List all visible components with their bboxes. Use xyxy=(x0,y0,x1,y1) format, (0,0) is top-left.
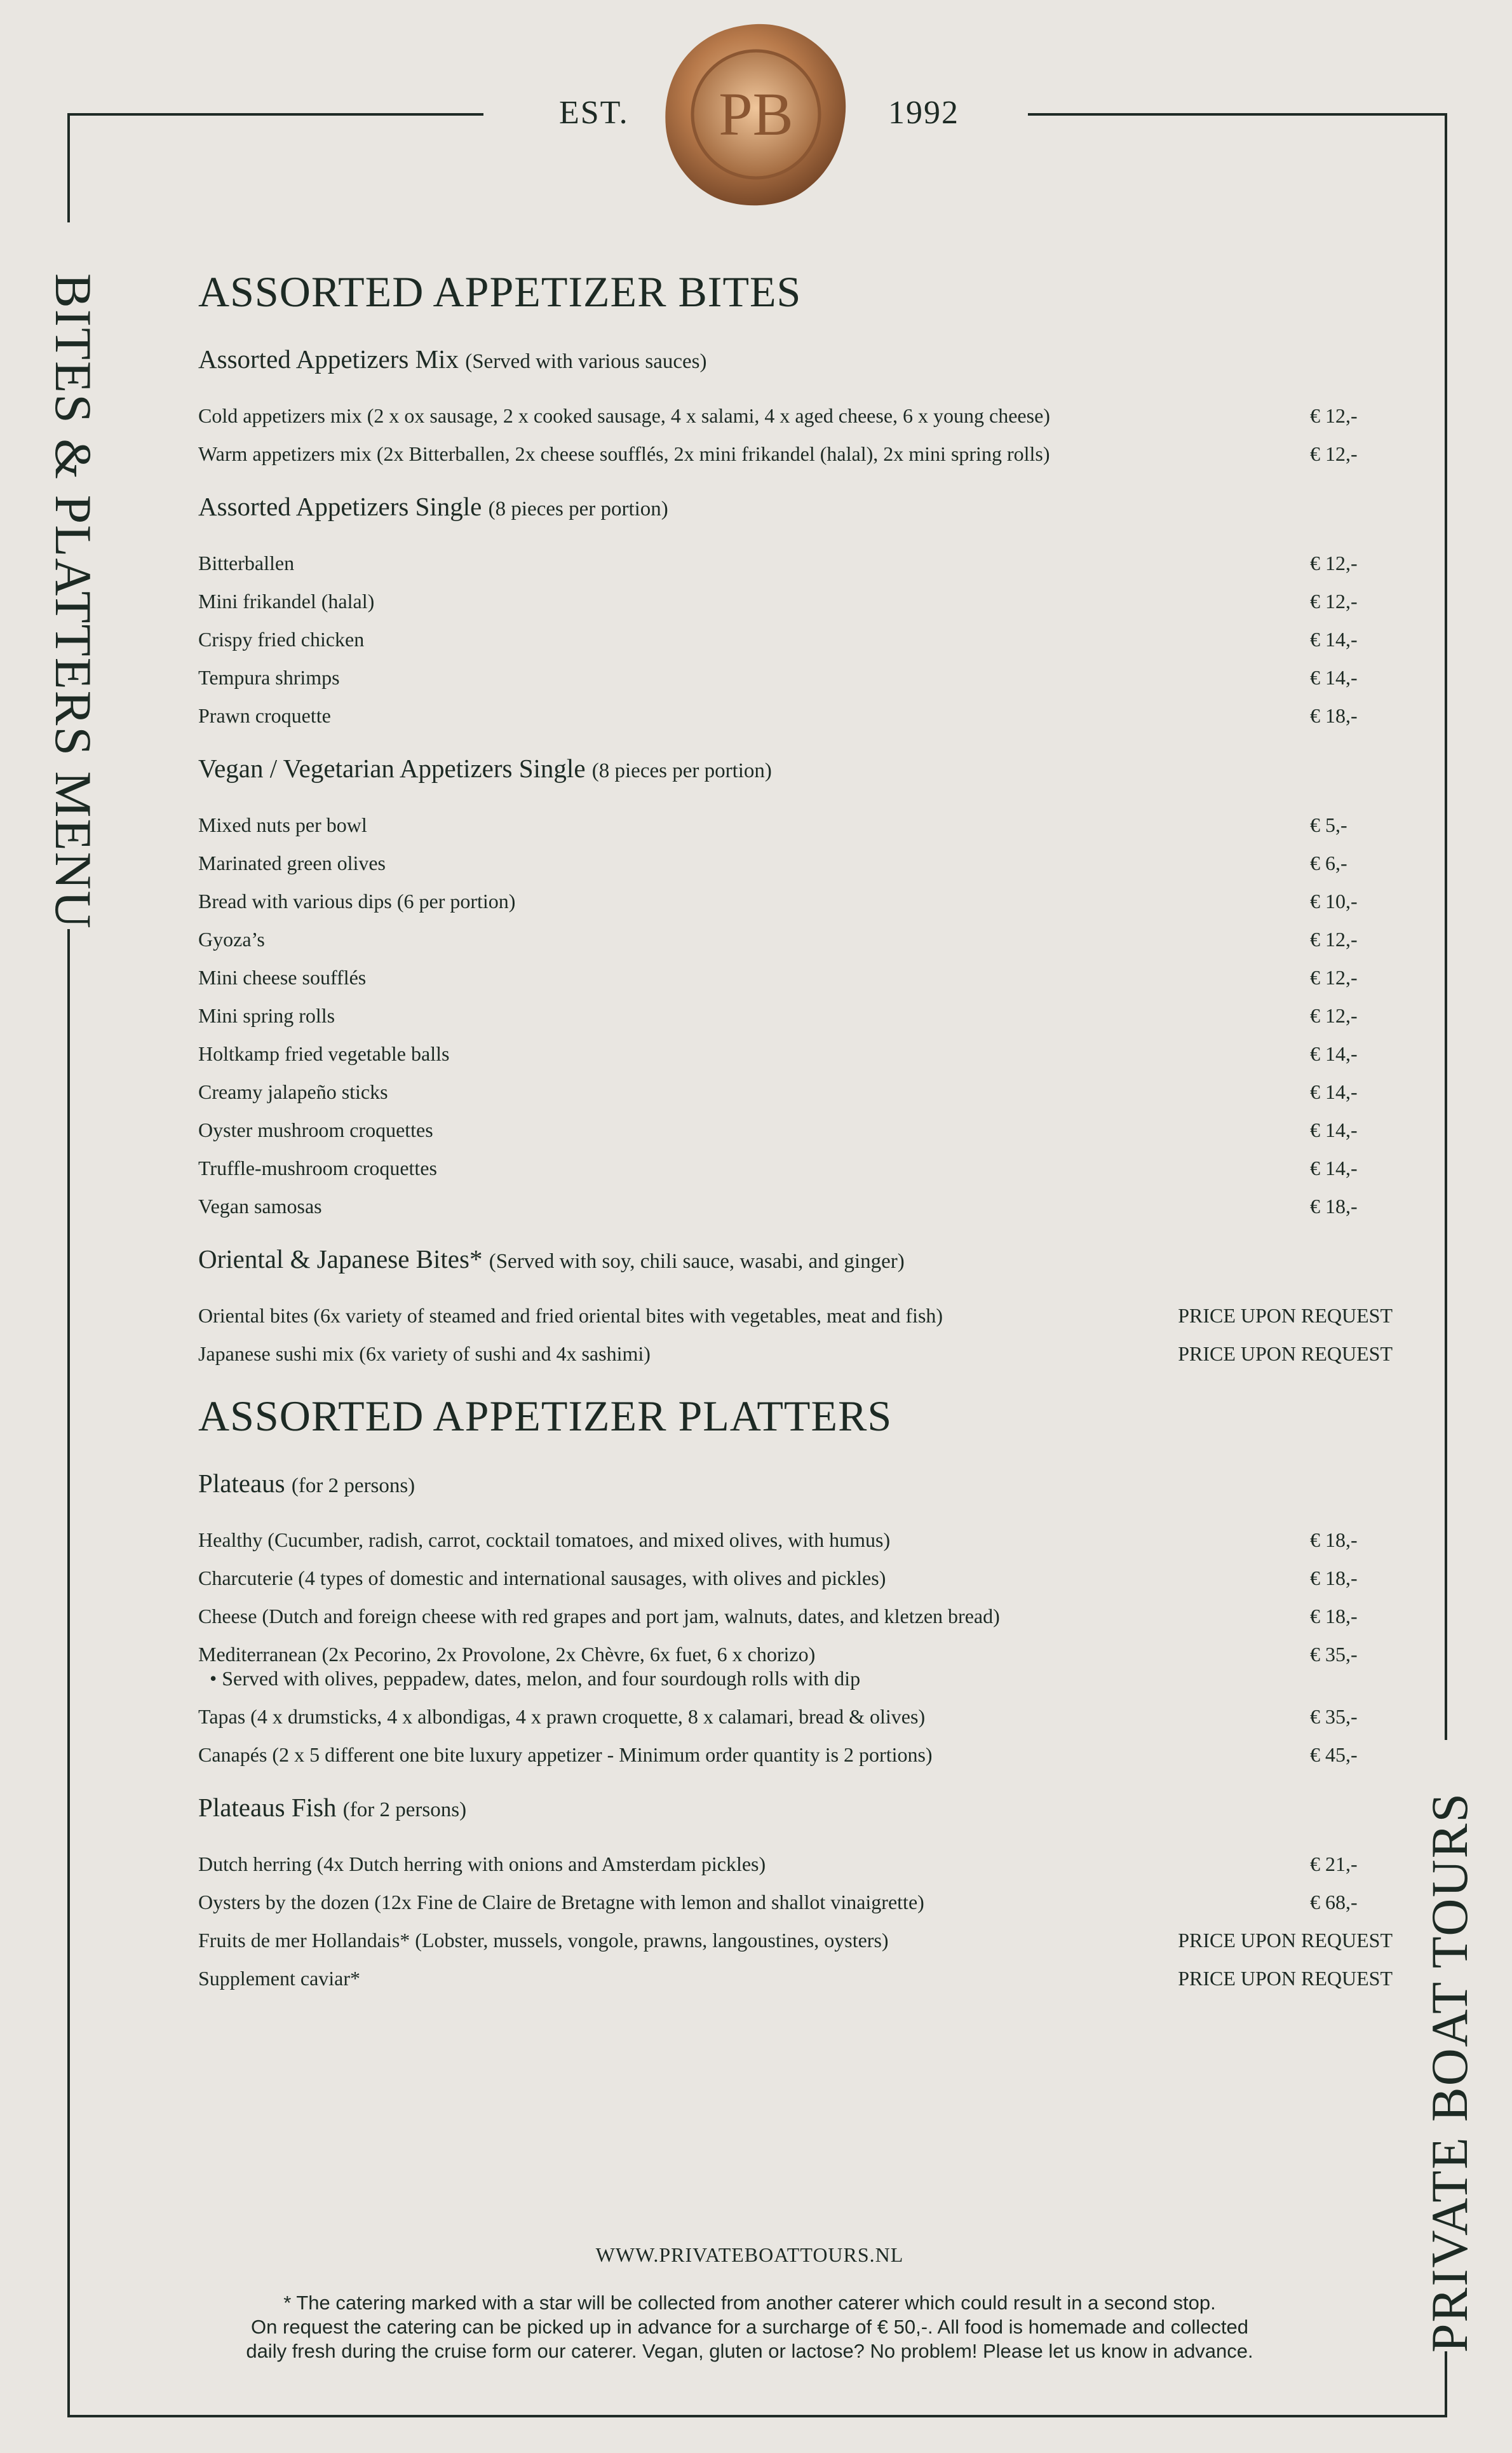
menu-item-description xyxy=(198,927,1310,951)
menu-item-price: € 21,- xyxy=(1310,1852,1358,1875)
menu-item-price: € 5,- xyxy=(1310,813,1347,836)
frame-right-lower xyxy=(1445,2351,1447,2417)
menu-item xyxy=(198,1852,1393,1876)
group-note: (8 pieces per portion) xyxy=(488,498,668,520)
menu-item xyxy=(198,627,1393,651)
menu-item-price: € 14,- xyxy=(1310,1042,1358,1065)
menu-item xyxy=(198,1743,1393,1767)
menu-item xyxy=(198,1194,1393,1218)
menu-item-price: € 45,- xyxy=(1310,1743,1358,1766)
menu-item-price: € 18,- xyxy=(1310,1566,1358,1589)
menu-group xyxy=(198,491,1393,728)
menu-content xyxy=(198,267,1393,2016)
group-note: (for 2 persons) xyxy=(291,1474,415,1497)
menu-item xyxy=(198,1342,1393,1366)
menu-item-description xyxy=(198,589,1310,613)
menu-item-text: Tapas (4 x drumsticks, 4 x albondigas, 4 x prawn croquette, 8 x calamari, bread & olives) xyxy=(198,1705,926,1728)
seal-monogram: PB xyxy=(719,80,793,148)
menu-item-text: Supplement caviar* xyxy=(198,1967,361,1990)
menu-item-description xyxy=(198,442,1310,466)
menu-item xyxy=(198,965,1393,989)
menu-item-description xyxy=(198,813,1310,837)
menu-item xyxy=(198,1528,1393,1552)
menu-item-text: Cold appetizers mix (2 x ox sausage, 2 x cooked sausage, 4 x salami, 4 x aged cheese, 6 x young cheese) xyxy=(198,404,1050,427)
menu-item-price: € 18,- xyxy=(1310,704,1358,727)
frame-bottom xyxy=(67,2415,1447,2417)
menu-item-price: € 68,- xyxy=(1310,1891,1358,1913)
menu-item-description xyxy=(198,1604,1310,1628)
menu-item xyxy=(198,1966,1393,1990)
menu-item-text: Mini frikandel (halal) xyxy=(198,590,375,613)
menu-group xyxy=(198,344,1393,466)
menu-item-price: € 14,- xyxy=(1310,628,1358,651)
menu-item-text: Gyoza’s xyxy=(198,928,265,951)
group-name: Assorted Appetizers Single xyxy=(198,492,482,521)
menu-item-description xyxy=(198,1303,1177,1328)
menu-item-text: Fruits de mer Hollandais* (Lobster, mussels, vongole, prawns, langoustines, oysters) xyxy=(198,1929,889,1952)
menu-item-price: € 18,- xyxy=(1310,1195,1358,1218)
menu-item-price: € 12,- xyxy=(1310,1004,1358,1027)
footer-note-line: * The catering marked with a star will be collected from another caterer which could result in a second stop. xyxy=(283,2292,1216,2314)
menu-item-text: Crispy fried chicken xyxy=(198,628,365,651)
menu-item-price: € 18,- xyxy=(1310,1605,1358,1627)
menu-item-description xyxy=(198,1852,1310,1876)
menu-item xyxy=(198,1080,1393,1104)
group-name: Assorted Appetizers Mix xyxy=(198,344,459,374)
menu-item-text: Charcuterie (4 types of domestic and international sausages, with olives and pickles) xyxy=(198,1566,886,1589)
menu-item-description xyxy=(198,1704,1310,1729)
menu-section xyxy=(198,1391,1393,1990)
menu-item-text: Bitterballen xyxy=(198,552,295,574)
bullet-icon: • xyxy=(210,1667,222,1690)
menu-item-price: € 6,- xyxy=(1310,852,1347,874)
frame-left-lower xyxy=(67,929,70,2416)
menu-item xyxy=(198,1118,1393,1142)
group-title xyxy=(198,344,1393,374)
menu-item-text: Mini spring rolls xyxy=(198,1004,335,1027)
menu-group xyxy=(198,1792,1393,1990)
group-name: Vegan / Vegetarian Appetizers Single xyxy=(198,754,586,783)
menu-item-description xyxy=(198,1342,1177,1366)
group-name: Oriental & Japanese Bites* xyxy=(198,1244,483,1274)
side-title-right: PRIVATE BOAT TOURS xyxy=(1421,1792,1478,2353)
website-url: WWW.PRIVATEBOATTOURS.NL xyxy=(595,2243,904,2266)
section-title: ASSORTED APPETIZER BITES xyxy=(198,268,802,316)
group-title xyxy=(198,753,1393,784)
menu-item-text: Japanese sushi mix (6x variety of sushi and 4x sashimi) xyxy=(198,1342,651,1365)
menu-item-description xyxy=(198,1528,1310,1552)
menu-section xyxy=(198,267,1393,1366)
menu-item-text: Oyster mushroom croquettes xyxy=(198,1118,433,1141)
group-note: (8 pieces per portion) xyxy=(591,759,772,782)
menu-item-price: PRICE UPON REQUEST xyxy=(1178,1304,1393,1327)
menu-item-text: Oriental bites (6x variety of steamed and fried oriental bites with vegetables, meat and fish) xyxy=(198,1304,943,1327)
menu-item-price: € 12,- xyxy=(1310,590,1358,613)
menu-item-price: PRICE UPON REQUEST xyxy=(1178,1967,1393,1990)
menu-item-text: Mini cheese soufflés xyxy=(198,966,367,989)
menu-item-description xyxy=(198,1194,1310,1218)
menu-item-price: € 12,- xyxy=(1310,442,1358,465)
group-title xyxy=(198,491,1393,522)
menu-item-price: € 35,- xyxy=(1310,1643,1358,1666)
section-title: ASSORTED APPETIZER PLATTERS xyxy=(198,1392,893,1440)
menu-item-description xyxy=(198,1642,1310,1690)
menu-item-description xyxy=(198,1890,1310,1914)
menu-item-text: Creamy jalapeño sticks xyxy=(198,1080,388,1103)
menu-item-price: € 12,- xyxy=(1310,404,1358,427)
wax-seal-logo xyxy=(661,19,851,210)
group-name: Plateaus xyxy=(198,1469,285,1498)
frame-top-left xyxy=(67,113,483,116)
menu-item-bullet xyxy=(198,1666,1310,1690)
menu-item-bullet-text: Served with olives, peppadew, dates, melon, and four sourdough rolls with dip xyxy=(222,1667,861,1690)
menu-item xyxy=(198,851,1393,875)
menu-item-price: € 10,- xyxy=(1310,890,1358,913)
menu-item xyxy=(198,551,1393,575)
menu-item-description xyxy=(198,1080,1310,1104)
menu-group xyxy=(198,1468,1393,1767)
group-note: (Served with various sauces) xyxy=(465,350,707,373)
frame-top-right xyxy=(1028,113,1447,116)
menu-item-text: Vegan samosas xyxy=(198,1195,322,1218)
menu-item xyxy=(198,1704,1393,1729)
footer-note-line: On request the catering can be picked up in advance for a surcharge of € 50,-. All food is homemade and collected xyxy=(251,2316,1248,2338)
menu-item-description xyxy=(198,1566,1310,1590)
menu-item-text: Oysters by the dozen (12x Fine de Claire de Bretagne with lemon and shallot vinaigrette) xyxy=(198,1891,924,1913)
menu-item xyxy=(198,1604,1393,1628)
menu-item-price: € 14,- xyxy=(1310,666,1358,689)
menu-item xyxy=(198,589,1393,613)
menu-item-price: € 12,- xyxy=(1310,928,1358,951)
menu-item-text: Holtkamp fried vegetable balls xyxy=(198,1042,450,1065)
menu-item xyxy=(198,665,1393,690)
group-title xyxy=(198,1468,1393,1498)
menu-item-description xyxy=(198,404,1310,428)
menu-item-text: Warm appetizers mix (2x Bitterballen, 2x cheese soufflés, 2x mini frikandel (halal), 2x mini spring rolls) xyxy=(198,442,1050,465)
menu-item-price: € 12,- xyxy=(1310,552,1358,574)
menu-item-text: Mixed nuts per bowl xyxy=(198,813,367,836)
menu-item-description xyxy=(198,889,1310,913)
menu-item-text: Marinated green olives xyxy=(198,852,386,874)
menu-item-description xyxy=(198,965,1310,989)
menu-item-price: € 14,- xyxy=(1310,1118,1358,1141)
group-note: (for 2 persons) xyxy=(342,1798,467,1821)
menu-item-price: € 14,- xyxy=(1310,1080,1358,1103)
group-note: (Served with soy, chili sauce, wasabi, and ginger) xyxy=(489,1250,905,1273)
frame-right-upper xyxy=(1445,113,1447,1740)
menu-item-text: Truffle-mushroom croquettes xyxy=(198,1157,437,1179)
menu-item xyxy=(198,813,1393,837)
menu-item-description xyxy=(198,1966,1177,1990)
group-title xyxy=(198,1792,1393,1823)
menu-item-description xyxy=(198,703,1310,728)
menu-item-description xyxy=(198,1118,1310,1142)
menu-item xyxy=(198,1303,1393,1328)
menu-item-text: Tempura shrimps xyxy=(198,666,340,689)
est-label: EST. xyxy=(559,95,629,131)
menu-item-price: PRICE UPON REQUEST xyxy=(1178,1929,1393,1952)
menu-item xyxy=(198,1156,1393,1180)
menu-item xyxy=(198,1928,1393,1952)
menu-item-description xyxy=(198,1042,1310,1066)
menu-item-text: Cheese (Dutch and foreign cheese with red grapes and port jam, walnuts, dates, and kletzen bread) xyxy=(198,1605,1000,1627)
menu-item xyxy=(198,442,1393,466)
menu-item xyxy=(198,1642,1393,1690)
menu-item-description xyxy=(198,1928,1177,1952)
menu-item-description xyxy=(198,1003,1310,1028)
menu-item-description xyxy=(198,1156,1310,1180)
menu-item-price: € 14,- xyxy=(1310,1157,1358,1179)
est-year: 1992 xyxy=(888,95,959,131)
frame-left-upper xyxy=(67,113,70,222)
menu-item xyxy=(198,927,1393,951)
menu-item xyxy=(198,1566,1393,1590)
menu-item xyxy=(198,404,1393,428)
menu-item-price: € 12,- xyxy=(1310,966,1358,989)
footer-note xyxy=(127,2291,1372,2363)
menu-item-price: € 35,- xyxy=(1310,1705,1358,1728)
menu-item-description xyxy=(198,551,1310,575)
menu-item xyxy=(198,1003,1393,1028)
menu-item xyxy=(198,1890,1393,1914)
side-title-left: BITES & PLATTERS MENU xyxy=(44,273,102,930)
menu-item-description xyxy=(198,627,1310,651)
footer-note-line: daily fresh during the cruise form our caterer. Vegan, gluten or lactose? No problem! Please let us know in advance. xyxy=(246,2340,1253,2362)
menu-item xyxy=(198,889,1393,913)
menu-item-text: Dutch herring (4x Dutch herring with onions and Amsterdam pickles) xyxy=(198,1852,766,1875)
menu-item-text: Bread with various dips (6 per portion) xyxy=(198,890,516,913)
menu-item-description xyxy=(198,851,1310,875)
menu-item xyxy=(198,1042,1393,1066)
menu-item-text: Mediterranean (2x Pecorino, 2x Provolone, 2x Chèvre, 6x fuet, 6 x chorizo) xyxy=(198,1643,816,1666)
menu-item-text: Healthy (Cucumber, radish, carrot, cocktail tomatoes, and mixed olives, with humus) xyxy=(198,1528,891,1551)
menu-group xyxy=(198,1244,1393,1366)
menu-group xyxy=(198,753,1393,1218)
group-title xyxy=(198,1244,1393,1274)
menu-item-description xyxy=(198,665,1310,690)
group-name: Plateaus Fish xyxy=(198,1793,337,1822)
menu-item-price: PRICE UPON REQUEST xyxy=(1178,1342,1393,1365)
menu-item-price: € 18,- xyxy=(1310,1528,1358,1551)
menu-item-description xyxy=(198,1743,1310,1767)
menu-item-text: Canapés (2 x 5 different one bite luxury appetizer - Minimum order quantity is 2 portions) xyxy=(198,1743,933,1766)
menu-item-text: Prawn croquette xyxy=(198,704,331,727)
menu-item xyxy=(198,703,1393,728)
